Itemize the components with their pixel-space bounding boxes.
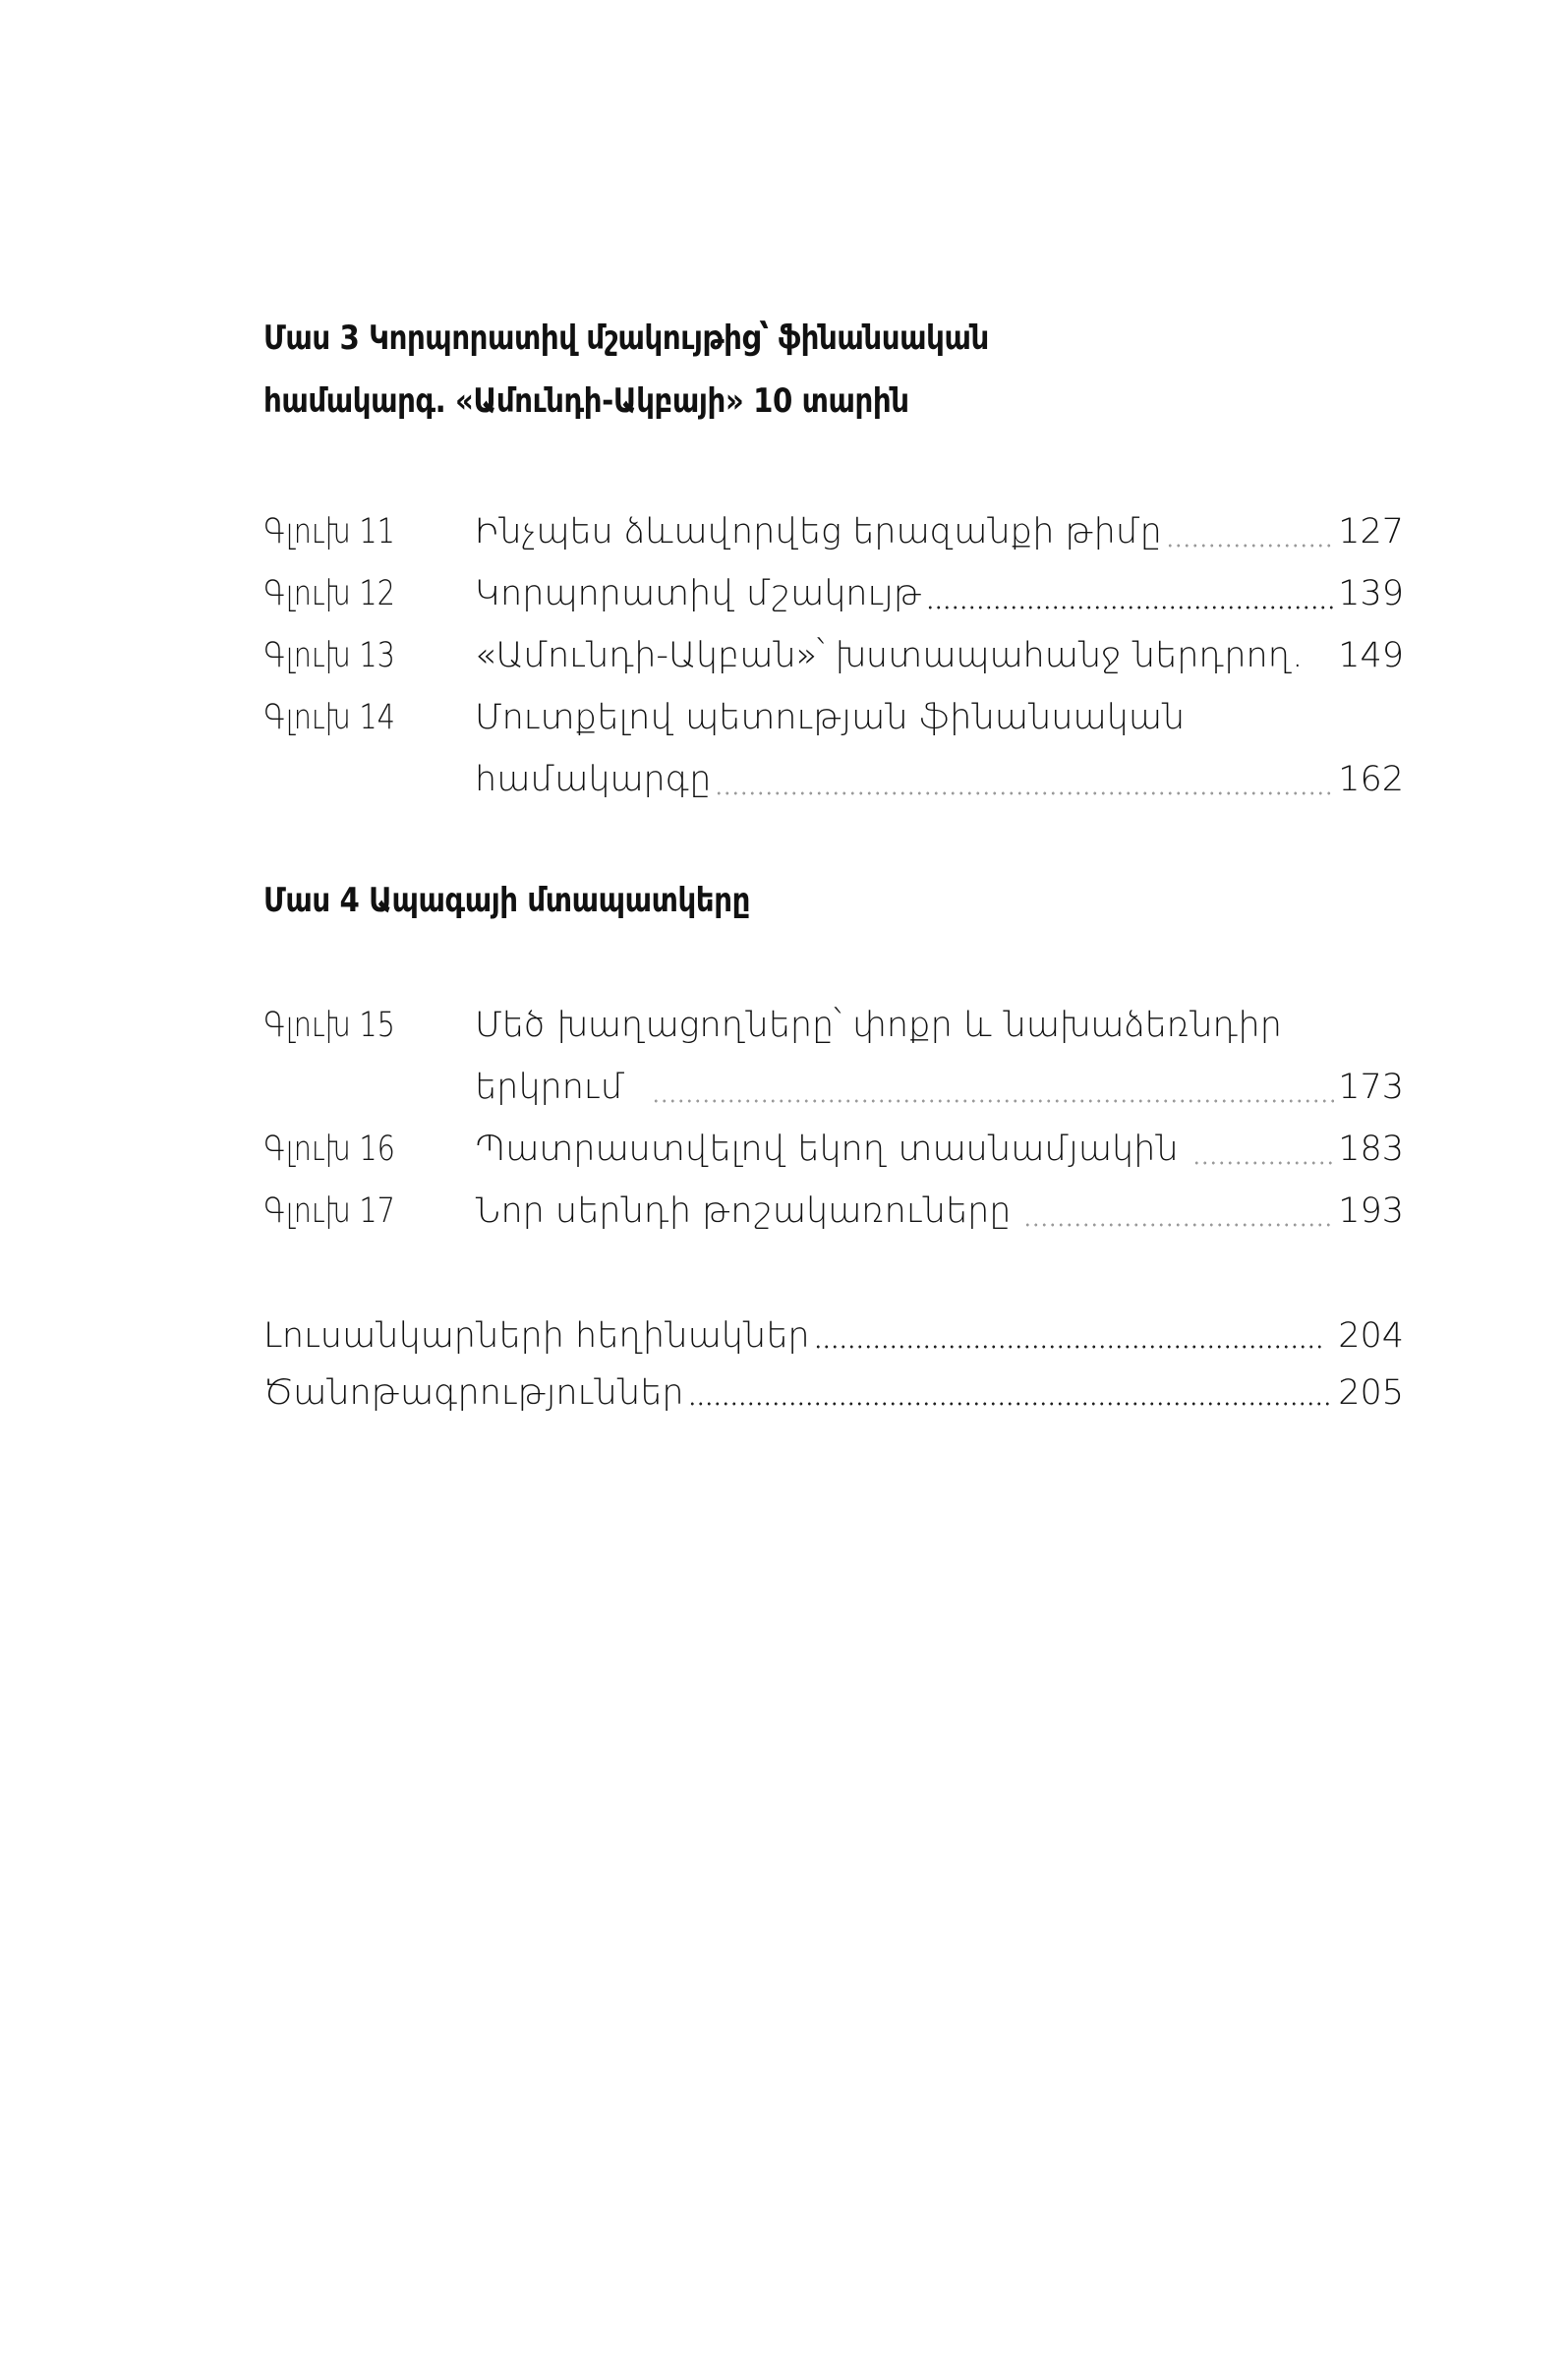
- chapter-label: Գլուխ 11: [263, 512, 395, 551]
- chapter-title: «Ամունդի-Ակբան»՝ խստապահանջ ներդրող.: [475, 636, 1304, 675]
- entry-title: Լուսանկարների հեղինակներ: [263, 1316, 810, 1356]
- part-4-chapter-list: [263, 995, 1404, 1243]
- chapter-title: Կորպորատիվ մշակույթ: [475, 574, 922, 613]
- toc-entry-chapter-14[interactable]: [263, 687, 1404, 749]
- chapter-label: Գլուխ 17: [263, 1191, 395, 1231]
- part-3-heading-line-1: Մաս 3 Կորպորատիվ մշակույթից՝ ֆինանսական: [263, 319, 989, 358]
- dot-leader: [652, 1099, 1334, 1103]
- page-number: 162: [1338, 760, 1404, 799]
- page-number: 149: [1338, 636, 1404, 675]
- page-number: 139: [1338, 574, 1404, 613]
- toc-entry-chapter-16[interactable]: [263, 1119, 1404, 1181]
- page-number: 204: [1338, 1316, 1404, 1356]
- page-number: 173: [1338, 1068, 1404, 1107]
- page-number: 205: [1338, 1373, 1404, 1413]
- chapter-title: Պատրաստվելով եկող տասնամյակին: [475, 1130, 1179, 1169]
- chapter-title: Նոր սերնդի թոշակառուները: [475, 1191, 1012, 1231]
- part-3-heading-line-2: համակարգ. «Ամունդի-Ակբայի» 10 տարին: [263, 381, 909, 421]
- toc-entry-chapter-11[interactable]: [263, 501, 1404, 563]
- toc-entry-chapter-15-continued[interactable]: [263, 1057, 1404, 1119]
- chapter-label: Գլուխ 14: [263, 698, 395, 737]
- chapter-label: Գլուխ 16: [263, 1130, 395, 1169]
- part-3-heading: [263, 307, 1210, 433]
- chapter-label: Գլուխ 12: [263, 574, 395, 613]
- dot-leader: [814, 1345, 1327, 1349]
- dot-leader: [688, 1402, 1335, 1406]
- chapter-label: Գլուխ 15: [263, 1006, 395, 1045]
- chapter-label: Գլուխ 13: [263, 636, 395, 675]
- page-number: 127: [1338, 512, 1404, 551]
- chapter-title-continued: համակարգը: [475, 760, 712, 799]
- toc-entry-chapter-13[interactable]: [263, 625, 1404, 687]
- page-number: 193: [1338, 1191, 1404, 1231]
- chapter-title: Մուտքելով պետության ֆինանսական: [475, 698, 1186, 737]
- dot-leader: [1192, 1161, 1335, 1165]
- entry-title: Ծանոթագրություններ: [263, 1373, 684, 1413]
- page-number: 183: [1338, 1130, 1404, 1169]
- toc-entry-chapter-14-continued[interactable]: [263, 749, 1404, 811]
- dot-leader: [926, 606, 1334, 610]
- chapter-title-continued: երկրում: [475, 1068, 625, 1107]
- toc-entry-chapter-12[interactable]: [263, 563, 1404, 625]
- part-4-heading-line-1: Մաս 4 Ապագայի մտապատկերը: [263, 881, 750, 920]
- chapter-title: Մեծ խաղացողները՝ փոքր և նախաձեռնդիր: [475, 1006, 1282, 1045]
- part-3-chapter-list: [263, 501, 1404, 811]
- dot-leader: [1023, 1223, 1335, 1227]
- toc-entry-photo-credits[interactable]: [263, 1307, 1404, 1364]
- part-4-heading: [263, 869, 1210, 932]
- chapter-title: Ինչպես ձևավորվեց երազանքի թիմը: [475, 512, 1162, 551]
- back-matter-list: [263, 1307, 1404, 1422]
- toc-entry-chapter-17[interactable]: [263, 1181, 1404, 1243]
- toc-entry-chapter-15[interactable]: [263, 995, 1404, 1057]
- dot-leader: [715, 791, 1334, 795]
- dot-leader: [1166, 544, 1334, 548]
- toc-entry-notes[interactable]: [263, 1364, 1404, 1422]
